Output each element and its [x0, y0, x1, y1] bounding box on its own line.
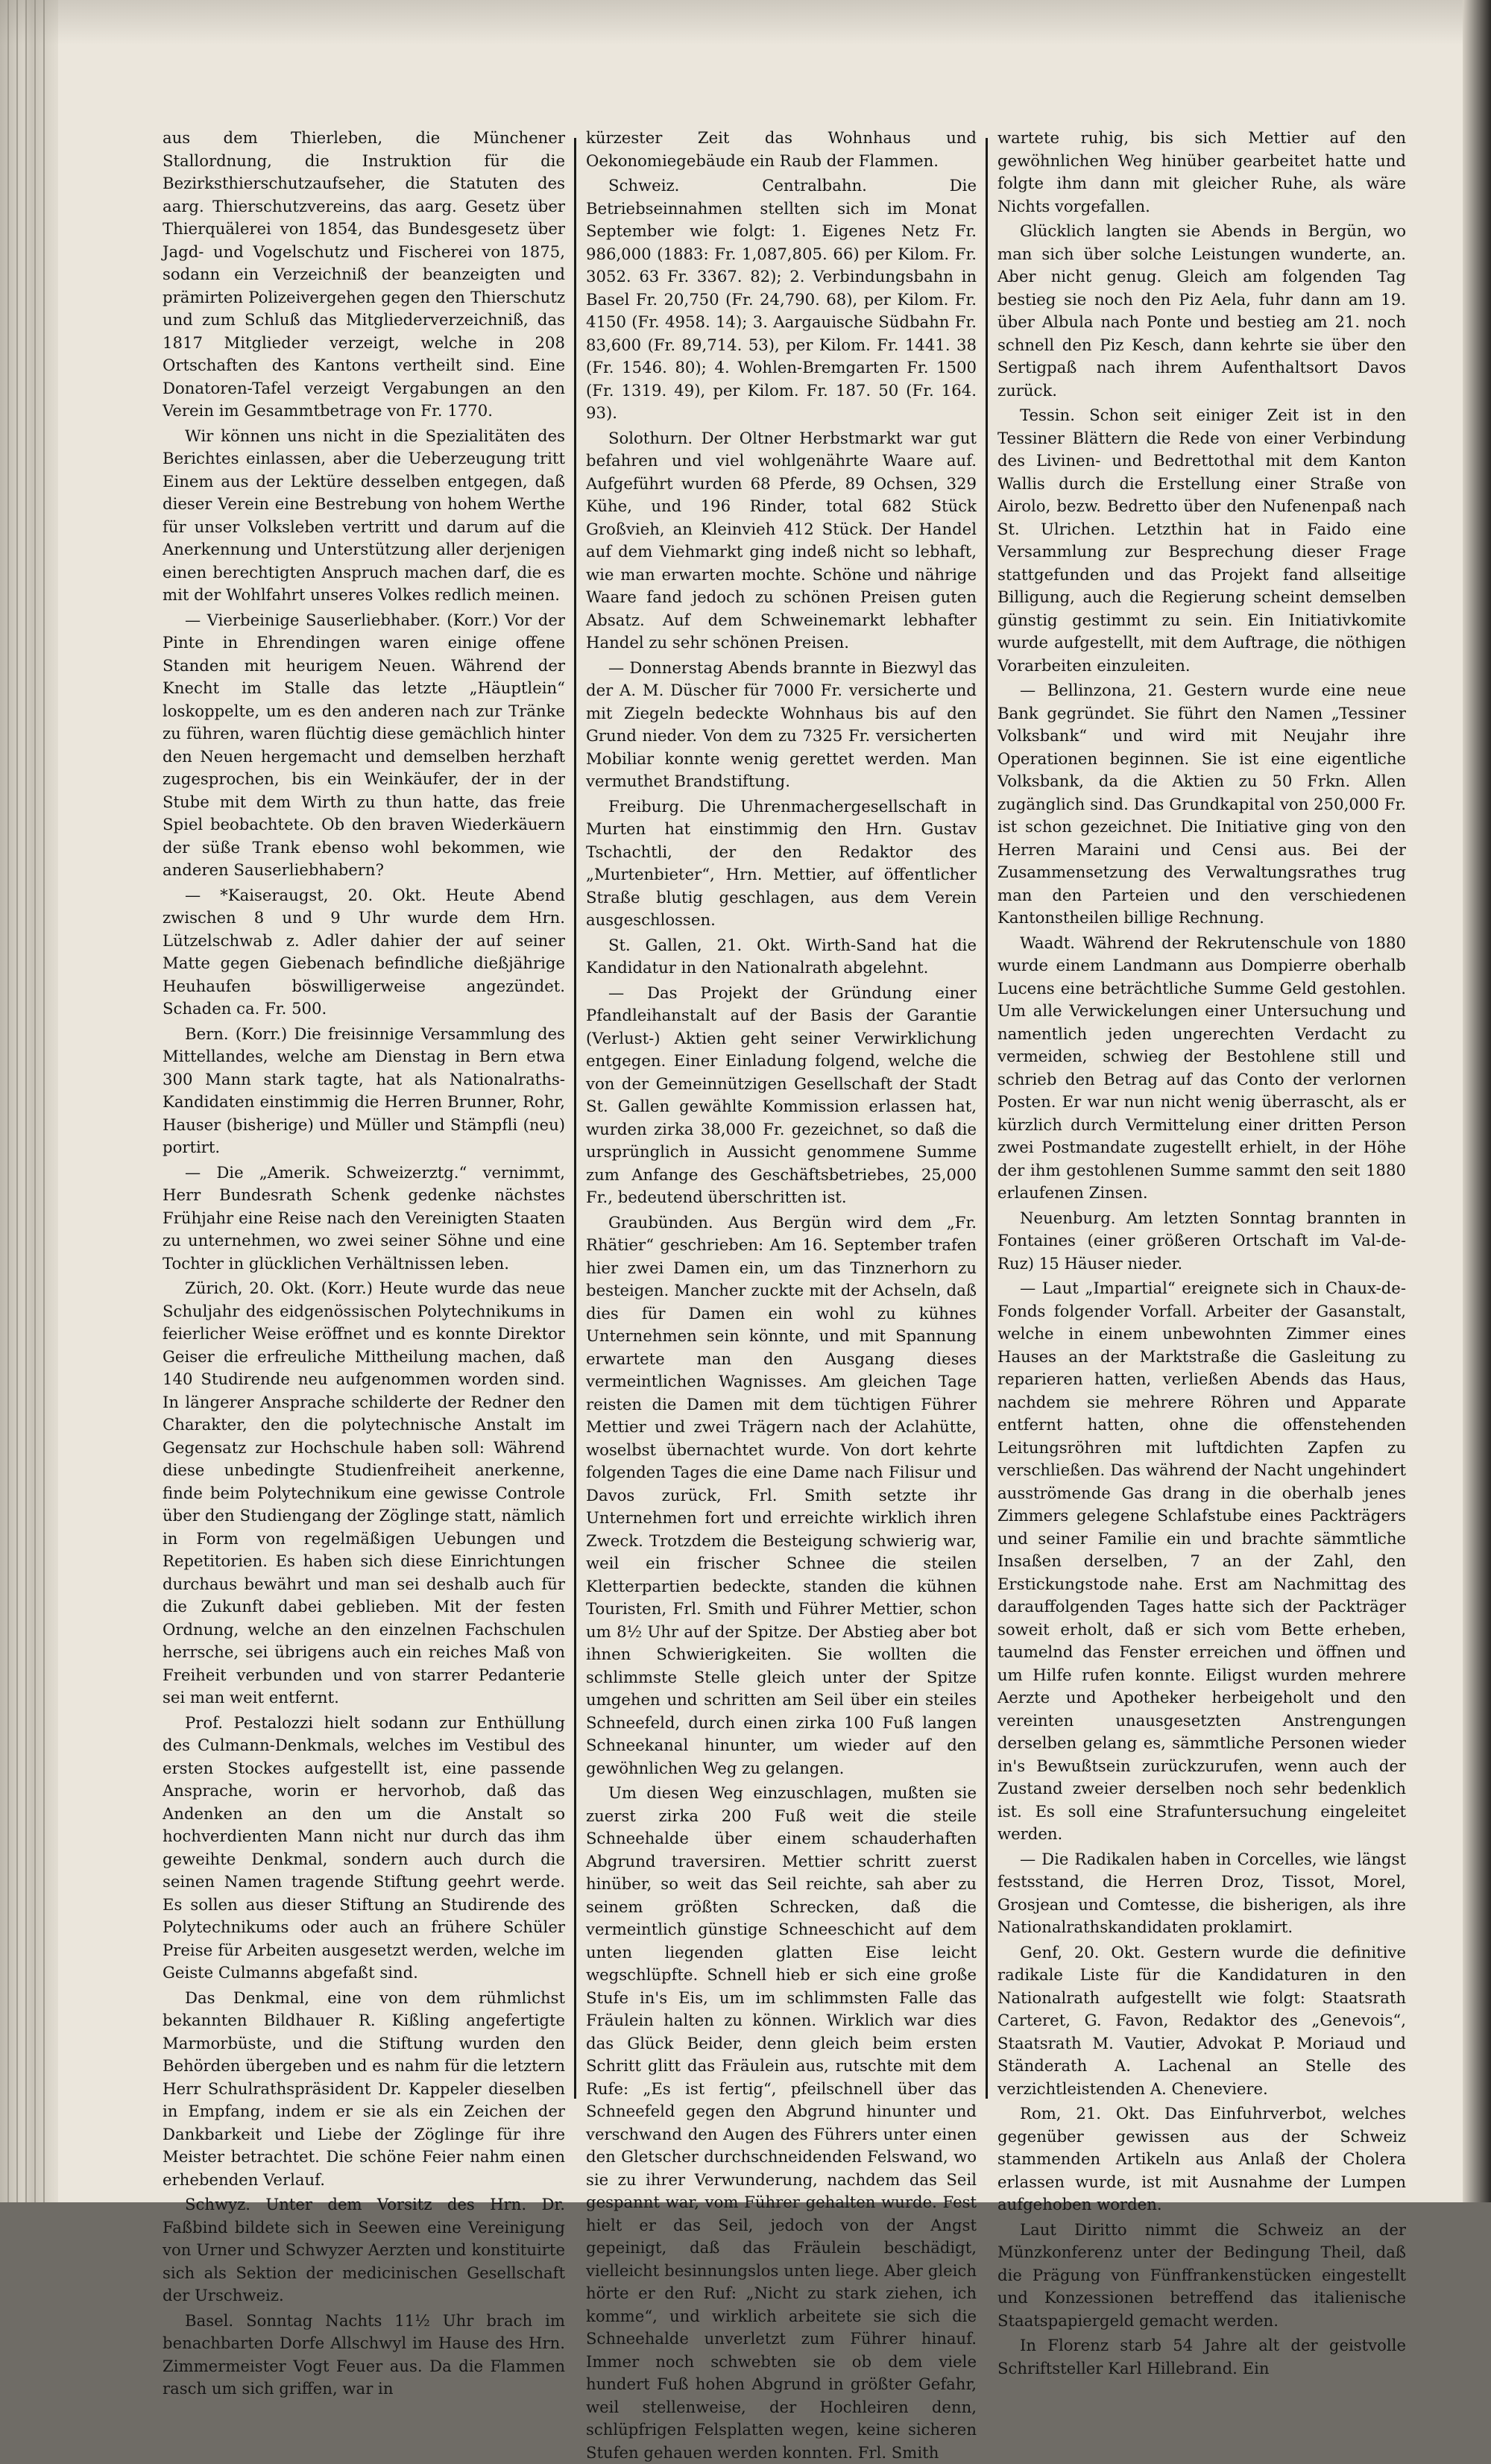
article-paragraph: — Das Projekt der Gründung einer Pfandleihanstalt auf der Basis der Garantie (Verlust-) Aktien geht seiner Verwirklichung entgegen. Einer Einladung folgend, welche die von der Gemeinnützigen Gesellschaft der Stadt St. Gallen gewählte Kommission erlassen hat, wurden zirka 38,000 Fr. gezeichnet, so daß die ursprünglich in Aussicht genommene Summe zum Anfange des Geschäftsbetriebes, 25,000 Fr., bedeutend überschritten ist.: [586, 983, 977, 1206]
article-paragraph: Laut Diritto nimmt die Schweiz an der Münzkonferenz unter der Bedingung Theil, daß die Prägung von Fünffrankenstücken eingestellt und Konzessionen betreffend das italienische Staatspapiergeld gemacht werden.: [997, 2219, 1406, 2330]
article-paragraph: Genf, 20. Okt. Gestern wurde die definitive radikale Liste für die Kandidaturen in den Nationalrath aufgestellt wie folgt: Staatsrath Carteret, G. Favon, Redaktor des „Genevois“, Staatsrath M. Vautier, Advokat P. Moriaud und Ständerath A. Lachenal an Stelle des verzichtleistenden A. Cheneviere.: [997, 1942, 1406, 2098]
article-paragraph: aus dem Thierleben, die Münchener Stallordnung, die Instruktion für die Bezirksthierschutzaufseher, die Statuten des aarg. Thierschutzvereins, das aarg. Gesetz über Thierquälerei von 1854, das Bundesgesetz über Jagd- und Vogelschutz und Fischerei von 1875, sodann ein Verzeichniß der beanzeigten und prämirten Polizeivergehen gegen den Thierschutz und zum Schluß das Mitgliederverzeichniß, das 1817 Mitglieder verzeigt, welche in 208 Ortschaften des Kantons vertheilt sind. Eine Donatoren-Tafel verzeigt Vergabungen an den Verein im Gesammtbetrage von Fr. 1770.: [163, 128, 565, 420]
article-paragraph: Bern. (Korr.) Die freisinnige Versammlung des Mittellandes, welche am Dienstag in Bern etwa 300 Mann stark tagte, hat als Nationalraths-Kandidaten einstimmig die Herren Brunner, Rohr, Hauser (bisherige) und Müller und Stämpfli (neu) portirt.: [163, 1024, 565, 1156]
article-paragraph: — Die „Amerik. Schweizerztg.“ vernimmt, Herr Bundesrath Schenk gedenke nächstes Frühjahr eine Reise nach den Vereinigten Staaten zu unternehmen, wo zwei seiner Söhne und eine Tochter in glücklichen Verhältnissen leben.: [163, 1162, 565, 1273]
article-paragraph: In Florenz starb 54 Jahre alt der geistvolle Schriftsteller Karl Hillebrand. Ein: [997, 2336, 1406, 2378]
article-paragraph: Graubünden. Aus Bergün wird dem „Fr. Rhätier“ geschrieben: Am 16. September trafen hier zwei Damen ein, um das Tinznerhorn zu besteigen. Mancher zuckte mit der Achseln, daß dies für Damen ein wohl zu kühnes Unternehmen sein könnte, und mit Spannung erwartete man den Ausgang dieses vermeintlichen Wagnisses. Am gleichen Tage reisten die Damen mit dem tüchtigen Führer Mettier und zwei Trägern nach der Aclahütte, woselbst übernachtet wurde. Von dort kehrte folgenden Tages die eine Dame nach Filisur und Davos zurück, Frl. Smith setzte ihr Unternehmen fort und erreichte wirklich ihren Zweck. Trotzdem die Besteigung schwierig war, weil ein frischer Schnee die steilen Kletterpartien bedeckte, standen die kühnen Touristen, Frl. Smith und Führer Mettier, schon um 8½ Uhr auf der Spitze. Der Abstieg aber bot ihnen Schwierigkeiten. Sie wollten die schlimmste Stelle gleich unter der Spitze umgehen und schritten am Seil über ein steiles Schneefeld, durch einen zirka 100 Fuß langen Schneekanal hinunter, um wieder auf den gewöhnlichen Weg zu gelangen.: [586, 1212, 977, 1777]
top-shadow: [0, 0, 1491, 45]
article-paragraph: Solothurn. Der Oltner Herbstmarkt war gut befahren und viel wohlgenährte Waare auf. Aufgeführt wurden 68 Pferde, 89 Ochsen, 329 Kühe, und 196 Rinder, total 682 Stück Großvieh, an Kleinvieh 412 Stück. Der Handel auf dem Viehmarkt ging indeß nicht so lebhaft, wie man erwarten mochte. Schöne und nährige Waare fand jedoch zu schönen Preisen guten Absatz. Auf dem Schweinemarkt lebhafter Handel zu sehr schönen Preisen.: [586, 428, 977, 652]
spine-edge-line: [25, 0, 27, 2202]
column-rule: [574, 138, 576, 2099]
article-paragraph: — *Kaiseraugst, 20. Okt. Heute Abend zwischen 8 und 9 Uhr wurde dem Hrn. Lützelschwab z. Adler dahier der auf seiner Matte gegen Giebenach befindliche dießjährige Heuhaufen böswilligerweise angezündet. Schaden ca. Fr. 500.: [163, 885, 565, 1018]
article-paragraph: St. Gallen, 21. Okt. Wirth-Sand hat die Kandidatur in den Nationalrath abgelehnt.: [586, 935, 977, 977]
article-paragraph: — Donnerstag Abends brannte in Biezwyl das der A. M. Düscher für 7000 Fr. versicherte und mit Ziegeln bedeckte Wohnhaus bis auf den Grund nieder. Von dem zu 7325 Fr. versicherten Mobiliar konnte wenig gerettet werden. Man vermuthet Brandstiftung.: [586, 658, 977, 790]
article-paragraph: Neuenburg. Am letzten Sonntag brannten in Fontaines (einer größeren Ortschaft im Val-de-Ruz) 15 Häuser nieder.: [997, 1208, 1406, 1273]
spine-edge-line: [43, 0, 45, 2202]
article-paragraph: Prof. Pestalozzi hielt sodann zur Enthüllung des Culmann-Denkmals, welches im Vestibul des ersten Stockes aufgestellt ist, eine passende Ansprache, worin er hervorhob, daß das Andenken an den um die Anstalt so hochverdienten Mann nicht nur durch das ihm geweihte Denkmal, sondern auch durch die seinen Namen tragende Stiftung geehrt werde. Es sollen aus dieser Stiftung an Studirende des Polytechnikums oder auch an frühere Schüler Preise für Arbeiten ausgesetzt werden, welche im Geiste Culmanns abgefaßt sind.: [163, 1712, 565, 1982]
column-rule: [986, 138, 988, 2099]
article-paragraph: Um diesen Weg einzuschlagen, mußten sie zuerst zirka 200 Fuß weit die steile Schneehalde über einem schauderhaften Abgrund traversiren. Mettier schritt zuerst hinüber, so weit das Seil reichte, sah aber zu seinem größten Schrecken, daß die vermeintlich günstige Schneeschicht auf dem unten liegenden glatten Eise leicht wegschlüpfte. Schnell hieb er sich eine große Stufe in's Eis, um im schlimmsten Falle das Fräulein halten zu können. Wirklich war dies das Glück Beider, denn gleich beim ersten Schritt glitt das Fräulein aus, rutschte mit dem Rufe: „Es ist fertig“, pfeilschnell über das Schneefeld gegen den Abgrund hinunter und verschwand den Augen des Führers unter einen den Gletscher durchschneidenden Felswand, wo sie zu ihrer Verwunderung, nachdem das Seil gespannt war, vom Führer gehalten wurde. Fest hielt er das Seil, jedoch von der Angst gepeinigt, daß das Fräulein beschädigt, vielleicht besinnungslos unten liege. Aber gleich hörte er den Ruf: „Nicht zu stark ziehen, ich komme“, und wirklich arbeitete sie sich die Schneehalde unverletzt zum Führer hinauf. Immer noch schwebten sie ob dem viele hundert Fuß hohen Abgrund in größter Gefahr, weil stellenweise, der Hochleiren denn, schlüpfrigen Felsplatten wegen, keine sicheren Stufen gehauen werden konnten. Frl. Smith: [586, 1783, 977, 2462]
article-paragraph: — Bellinzona, 21. Gestern wurde eine neue Bank gegründet. Sie führt den Namen „Tessiner Volksbank“ und wird mit Neujahr ihre Operationen beginnen. Sie ist eine eigentliche Volksbank, da die Aktien zu 50 Frkn. Allen zugänglich sind. Das Grundkapital von 250,000 Fr. ist schon gezeichnet. Die Initiative ging von den Herren Maraini und Censi aus. Bei der Zusammensetzung des Verwaltungsrathes trug man den Parteien und den verschiedenen Kantonstheilen billige Rechnung.: [997, 681, 1406, 927]
article-paragraph: Zürich, 20. Okt. (Korr.) Heute wurde das neue Schuljahr des eidgenössischen Polytechnikums in feierlicher Weise eröffnet und es konnte Direktor Geiser die erfreuliche Mittheilung machen, daß 140 Studirende neu aufgenommen worden sind. In längerer Ansprache schilderte der Redner den Charakter, den die polytechnische Anstalt im Gegensatz zur Hochschule haben soll: Während diese unbedingte Studienfreiheit anerkenne, finde beim Polytechnikum eine gewisse Controle über den Studiengang der Zöglinge statt, nämlich in Form von regelmäßigen Uebungen und Repetitorien. Es haben sich diese Einrichtungen durchaus bewährt und man sei deshalb auch für die Zukunft dabei geblieben. Mit der festen Ordnung, welche an den einzelnen Fachschulen herrsche, sei übrigens auch ein reiches Maß von Freiheit verbunden und von starrer Pedanterie sei man weit entfernt.: [163, 1279, 565, 1707]
article-paragraph: Freiburg. Die Uhrenmachergesellschaft in Murten hat einstimmig den Hrn. Gustav Tschachtli, der den Redaktor des „Murtenbieter“, Hrn. Mettier, auf öffentlicher Straße blutig geschlagen, aus dem Verein ausgeschlossen.: [586, 796, 977, 929]
page-edge-shadow: [1463, 0, 1491, 2202]
article-paragraph: Rom, 21. Okt. Das Einfuhrverbot, welches gegenüber gewissen aus der Schweiz stammenden Artikeln aus Anlaß der Cholera erlassen wurde, ist mit Ausnahme der Lumpen aufgehoben worden.: [997, 2104, 1406, 2213]
article-paragraph: Wir können uns nicht in die Spezialitäten des Berichtes einlassen, aber die Ueberzeugung tritt Einem aus der Lektüre desselben entgegen, daß dieser Verein eine Bestrebung von hohem Werthe für unser Volksleben vertritt und darum auf die Anerkennung und Unterstützung aller derjenigen einen berechtigten Anspruch machen darf, die es mit der Wohlfahrt unseres Volkes redlich meinen.: [163, 426, 565, 604]
article-paragraph: — Vierbeinige Sauserliebhaber. (Korr.) Vor der Pinte in Ehrendingen waren einige offene Standen mit heurigem Neuen. Während der Knecht im Stalle das letzte „Häuptlein“ loskoppelte, um es den anderen nach zur Tränke zu führen, waren flüchtig diese gemächlich hinter den Neuen hergemacht und demselben herzhaft zugesprochen, bis ein Weinkäufer, der in der Stube mit dem Wirth zu thun hatte, das freie Spiel beobachtete. Ob den braven Wiederkäuern der süße Trank ebenso wohl bekommen, wie anderen Sauserliebhabern?: [163, 610, 565, 879]
spine-edge-line: [16, 0, 18, 2202]
article-paragraph: Glücklich langten sie Abends in Bergün, wo man sich über solche Leistungen wunderte, an. Aber nicht genug. Gleich am folgenden Tag bestieg sie noch den Piz Aela, fuhr dann am 19. über Albula nach Ponte und bestieg am 21. noch schnell den Piz Kesch, dann kehrte sie über den Sertigpaß nach ihrem Aufenthaltsort Davos zurück.: [997, 221, 1406, 400]
article-paragraph: — Die Radikalen haben in Corcelles, wie längst festsstand, die Herren Droz, Tissot, Morel, Grosjean und Comtesse, die bisherigen, als ihre Nationalrathskandidaten proklamirt.: [997, 1849, 1406, 1936]
article-paragraph: — Laut „Impartial“ ereignete sich in Chaux-de-Fonds folgender Vorfall. Arbeiter der Gasanstalt, welche in einem unbewohnten Zimmer eines Hauses an der Marktstraße die Gasleitung zu reparieren hatten, verließen Abends das Haus, nachdem sie mehrere Röhren und Apparate entfernt hatten, ohne die offenstehenden Leitungsröhren mit luftdichten Zapfen zu verschließen. Das während der Nacht ungehindert ausströmende Gas drang in die oberhalb jenes Zimmers gelegene Schlafstube eines Packträgers und seiner Familie ein und brachte sämmtliche Insaßen derselben, 7 an der Zahl, den Erstickungstode nahe. Erst am Nachmittag des darauffolgenden Tages hatte sich der Packträger soweit erholt, daß er sich vom Bette erheben, taumelnd das Fenster erreichen und öffnen und um Hilfe rufen konnte. Eiligst wurden mehrere Aerzte und Apotheker herbeigeholt und den vereinten unausgesetzten Anstrengungen derselben gelang es, sämmtliche Personen wieder in's Bewußtsein zurückzurufen, wenn auch der Zustand zweier derselben noch sehr bedenklich ist. Es soll eine Strafuntersuchung eingeleitet werden.: [997, 1279, 1406, 1843]
article-paragraph: Waadt. Während der Rekrutenschule von 1880 wurde einem Landmann aus Dompierre oberhalb Lucens eine beträchtliche Summe Geld gestohlen. Um alle Verwickelungen einer Untersuchung und namentlich jeden ungerechten Verdacht zu vermeiden, schwieg der Bestohlene still und schrieb den Betrag auf das Conto der verlornen Posten. Er war nun nicht wenig überrascht, als er kürzlich durch Vermittelung einer dritten Person zwei Postmandate zugestellt erhielt, in der Höhe der ihm gestohlenen Summe sammt den seit 1880 erlaufenen Zinsen.: [997, 933, 1406, 1202]
column-2: [586, 127, 977, 2462]
article-paragraph: Schwyz. Unter dem Vorsitz des Hrn. Dr. Faßbind bildete sich in Seewen eine Vereinigung von Urner und Schwyzer Aerzten und konstituirte sich als Sektion der medicinischen Gesellschaft der Urschweiz.: [163, 2195, 565, 2304]
column-1: [163, 127, 565, 2398]
article-paragraph: wartete ruhig, bis sich Mettier auf den gewöhnlichen Weg hinüber gearbeitet hatte und folgte ihm dann mit gleicher Ruhe, als wäre Nichts vorgefallen.: [997, 128, 1406, 215]
book-spine: [0, 0, 58, 2202]
column-3: [997, 127, 1406, 2378]
article-paragraph: kürzester Zeit das Wohnhaus und Oekonomiegebäude ein Raub der Flammen.: [586, 128, 977, 170]
spine-edge-line: [7, 0, 9, 2202]
article-paragraph: Schweiz. Centralbahn. Die Betriebseinnahmen stellten sich im Monat September wie folgt: 1. Eigenes Netz Fr. 986,000 (1883: Fr. 1,087,805. 66) per Kilom. Fr. 3052. 63 Fr. 3367. 82); 2. Verbindungsbahn in Basel Fr. 20,750 (Fr. 24,790. 68), per Kilom. Fr. 4150 (Fr. 4958. 14); 3. Aargauische Südbahn Fr. 83,600 (Fr. 89,714. 53), per Kilom. Fr. 1441. 38 (Fr. 1546. 80); 4. Wohlen-Bremgarten Fr. 1500 (Fr. 1319. 49), per Kilom. Fr. 187. 50 (Fr. 164. 93).: [586, 176, 977, 422]
article-paragraph: Tessin. Schon seit einiger Zeit ist in den Tessiner Blättern die Rede von einer Verbindung des Livinen- und Bedrettothal mit dem Kanton Wallis durch die Erstellung einer Straße von Airolo, bezw. Bedretto über den Nufenenpaß nach St. Ulrichen. Letzthin hat in Faido eine Versammlung zur Besprechung dieser Frage stattgefunden und das Projekt fand allseitige Billigung, auch die Regierung scheint demselben günstig gestimmt zu sein. Ein Initiativkomite wurde aufgestellt, mit dem Auftrage, die nöthigen Vorarbeiten einzuleiten.: [997, 406, 1406, 675]
spine-edge-line: [34, 0, 36, 2202]
article-paragraph: Basel. Sonntag Nachts 11½ Uhr brach im benachbarten Dorfe Allschwyl im Hause des Hrn. Zimmermeister Vogt Feuer aus. Da die Flammen rasch um sich griffen, war in: [163, 2310, 565, 2398]
article-paragraph: Das Denkmal, eine von dem rühmlichst bekannten Bildhauer R. Kißling angefertigte Marmorbüste, und die Stiftung wurden den Behörden übergeben und es nahm für die letztern Herr Schulrathspräsident Dr. Kappeler dieselben in Empfang, indem er sie als ein Zeichen der Dankbarkeit und Liebe der Zöglinge für ihre Meister betrachtet. Die schöne Feier nahm einen erhebenden Verlauf.: [163, 1988, 565, 2189]
